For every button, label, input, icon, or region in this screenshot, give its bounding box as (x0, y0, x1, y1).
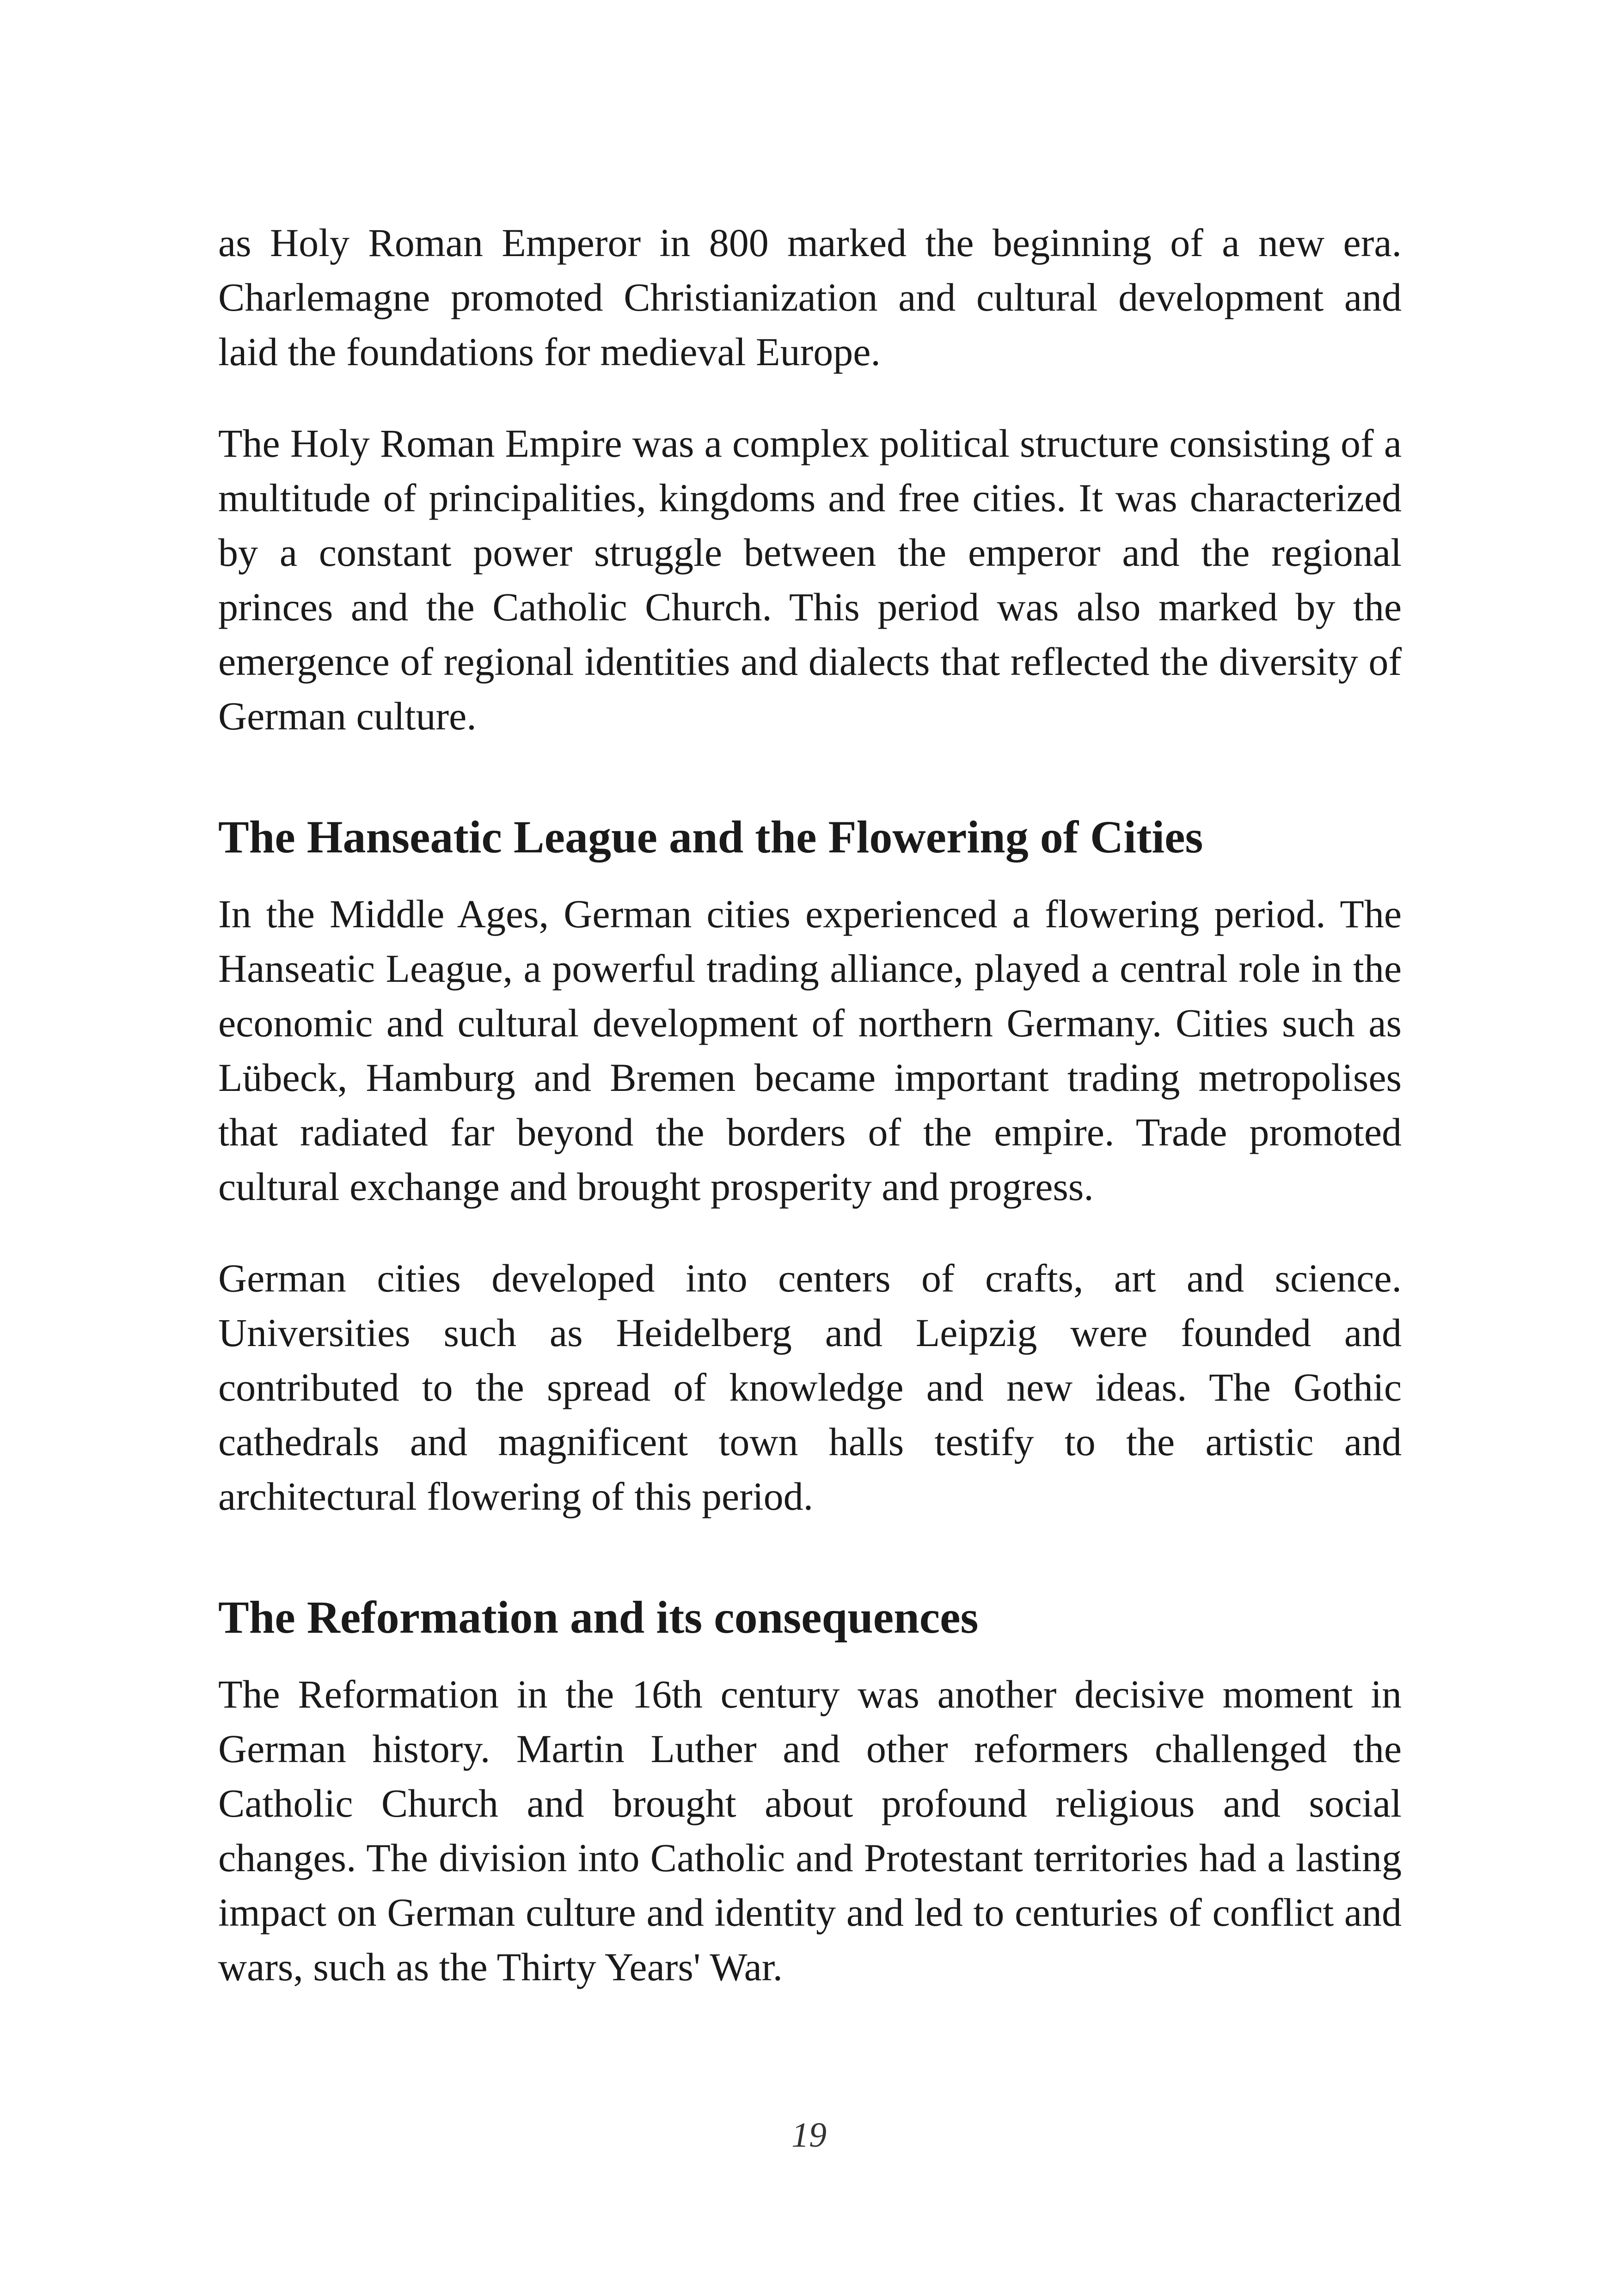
page-body (218, 215, 1402, 1994)
page-number: 19 (791, 2116, 827, 2155)
paragraph: The Reformation in the 16th century was another decisive moment in German history. Martin Luther and other reformers challenged the Catholic Church and brought about profound religious and social changes. The division into Catholic and Protestant territories had a lasting impact on German culture and identity and led to centuries of conflict and wars, such as the Thirty Years' War. (218, 1672, 1402, 1989)
paragraph: The Holy Roman Empire was a complex political structure consisting of a multitude of principalities, kingdoms and free cities. It was characterized by a constant power struggle between the emperor and the regional princes and the Catholic Church. This period was also marked by the emergence of regional identities and dialects that reflected the diversity of German culture. (218, 421, 1402, 738)
paragraph: as Holy Roman Emperor in 800 marked the beginning of a new era. Charlemagne promoted Christianization and cultural development and laid the foundations for medieval Europe. (218, 220, 1402, 374)
section-heading: The Reformation and its consequences (218, 1592, 979, 1643)
section-heading: The Hanseatic League and the Flowering of Cities (218, 811, 1203, 863)
paragraph: In the Middle Ages, German cities experienced a flowering period. The Hanseatic League, a powerful trading alliance, played a central role in the economic and cultural development of northern Germany. Cities such as Lübeck, Hamburg and Bremen became important trading metropolises that radiated far beyond the borders of the empire. Trade promoted cultural exchange and brought prosperity and progress. (218, 892, 1402, 1209)
paragraph: German cities developed into centers of crafts, art and science. Universities such as Heidelberg and Leipzig were founded and contributed to the spread of knowledge and new ideas. The Gothic cathedrals and magnificent town halls testify to the artistic and architectural flowering of this period. (218, 1256, 1402, 1518)
